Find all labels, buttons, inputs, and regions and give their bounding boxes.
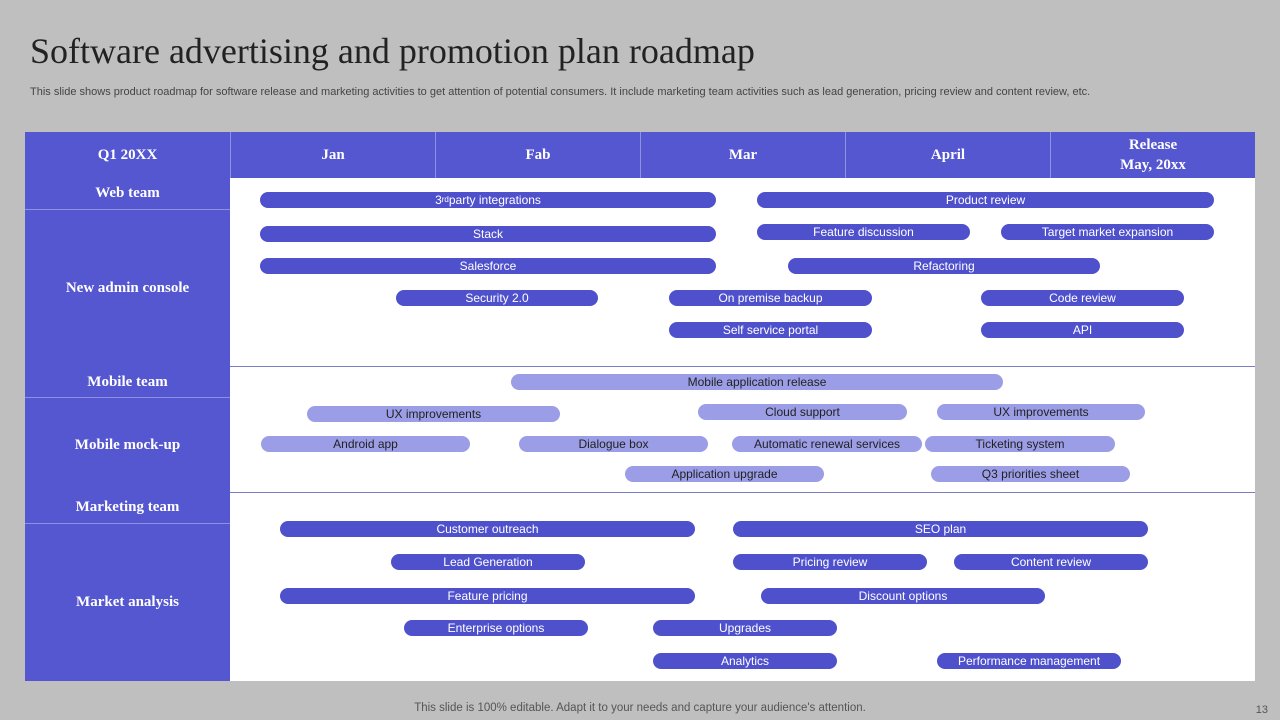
bar-feature-discussion: Feature discussion (757, 224, 970, 240)
section-divider (230, 366, 1255, 367)
bar-on-premise-backup: On premise backup (669, 290, 872, 306)
bar-analytics: Analytics (653, 653, 837, 669)
row-labels-column (25, 178, 230, 681)
bar-customer-outreach: Customer outreach (280, 521, 695, 537)
row-label-new-admin-console: New admin console (65, 279, 190, 296)
row-label-market-analysis: Market analysis (76, 594, 179, 610)
bar-content-review: Content review (954, 554, 1148, 570)
bar-self-service-portal: Self service portal (669, 322, 872, 338)
header-feb: Fab (435, 132, 640, 178)
bar-salesforce: Salesforce (260, 258, 716, 274)
bar-performance-management: Performance management (937, 653, 1121, 669)
bar-android-app: Android app (261, 436, 470, 452)
bar-lead-generation: Lead Generation (391, 554, 585, 570)
bar-third-party-integrations: 3 rd party integrations (260, 192, 716, 208)
row-label-marketing-team: Marketing team (75, 499, 180, 515)
bar-application-upgrade: Application upgrade (625, 466, 824, 482)
slide-title: Software advertising and promotion plan roadmap (30, 31, 755, 71)
bar-cloud-support: Cloud support (698, 404, 907, 420)
bar-enterprise-options: Enterprise options (404, 620, 588, 636)
header-release (1050, 132, 1255, 178)
bar-ticketing-system: Ticketing system (925, 436, 1115, 452)
bar-feature-pricing: Feature pricing (280, 588, 695, 604)
header-mar: Mar (640, 132, 845, 178)
bar-seo-plan: SEO plan (733, 521, 1148, 537)
bar-refactoring: Refactoring (788, 258, 1100, 274)
timeline-content (230, 178, 1255, 681)
section-divider (230, 492, 1255, 493)
bar-q3-priorities-sheet: Q3 priorities sheet (931, 466, 1130, 482)
header-april: April (845, 132, 1050, 178)
bar-target-market-expansion: Target market expansion (1001, 224, 1214, 240)
roadmap-board (25, 132, 1255, 681)
row-label-mobile-team: Mobile team (87, 373, 168, 390)
bar-pricing-review: Pricing review (733, 554, 927, 570)
slide-footer: This slide is 100% editable. Adapt it to your needs and capture your audience's attention. (414, 702, 866, 714)
bar-security: Security 2.0 (396, 290, 598, 306)
bar-mobile-application-release: Mobile application release (511, 374, 1003, 390)
header-jan: Jan (230, 132, 435, 178)
bar-ux-improvements: UX improvements (307, 406, 560, 422)
bar-dialogue-box: Dialogue box (519, 436, 708, 452)
header-release-line2: May, 20xx (1120, 157, 1186, 173)
bar-product-review: Product review (757, 192, 1214, 208)
bar-code-review: Code review (981, 290, 1184, 306)
header-release-line1: Release (1128, 137, 1178, 153)
bar-automatic-renewal-services: Automatic renewal services (732, 436, 922, 452)
header-row (25, 132, 1255, 178)
bar-stack: Stack (260, 226, 716, 242)
bar-api: API (981, 322, 1184, 338)
header-q1: Q1 20XX (97, 147, 158, 163)
page-number: 13 (1255, 704, 1268, 716)
bar-upgrades: Upgrades (653, 620, 837, 636)
bar-discount-options: Discount options (761, 588, 1045, 604)
bar-ux-improvements: UX improvements (937, 404, 1145, 420)
row-label-web-team: Web team (95, 185, 160, 201)
slide-subtitle: This slide shows product roadmap for software release and marketing activities to get attention of potential consumers. It include marketing team activities such as lead generation, pricing review and content review, etc. (30, 86, 1091, 98)
row-label-mobile-mockup: Mobile mock-up (74, 437, 181, 453)
